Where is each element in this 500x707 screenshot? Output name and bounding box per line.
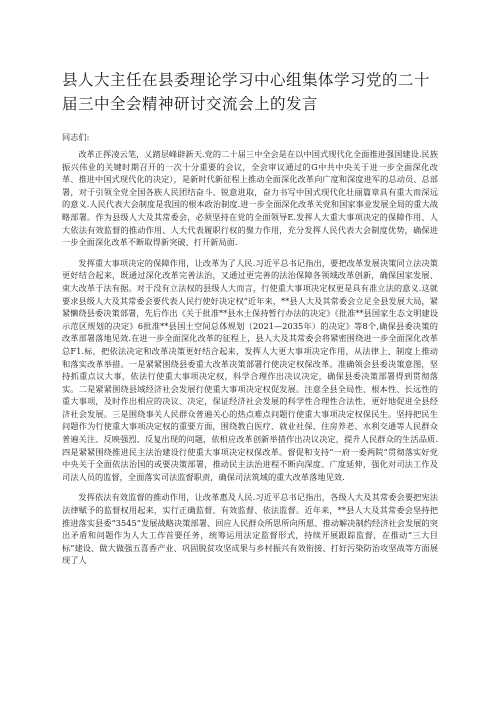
- greeting: 同志们:: [62, 132, 90, 142]
- document-title: 县人大主任在县委理论学习中心组集体学习党的二十届三中全会精神研讨交流会上的发言: [62, 71, 431, 113]
- paragraph: 发挥重大事项决定的保障作用，让改革为了人民.习近平总书记指出，要把改革发展决策同立法决策更好结合起来，既通过深化改革完善法治，又通过更完善的法治保障各领域改革创新，确保国家发展、束大改革于法有据。对于没有立法权的县级人大而言，行使重大事项决定权更是具有准立法的意义.这就要求县级人大及其常委会要代表人民行使好决定权”近年来，**县人大及其常委会立足全县发展大局，紧紧懒绕县委决策部署，先后作出《关于批准**县水土保持暂行办法的决定》《批准**县国家生态文明建设示范区规划的决定》6批准**县国土空间总体规划（2021—2035年）的决定》等8个,确保县委决策的改革部署落地见效.在进一步全面深化改革的征程上，县人大及其常委会将紧密围绕进一步全面深化改革总F1.标，把依法决定和改革决策更好结合起来，发挥人大更大事项决定作用，从法律上、制度上推动和落实改革举措。一是紧紧围绕县委重大改革决策部署行使决定权保改革。准确领会县委决策意图，坚持抓重点议大事，依法行使重大事项决定权，科学合理作出决议决定，确保县委决策部署得到贯彻落实。二是紧紧围绕县域经济社会发展行使重大事项决定权促发展。注意全县全局性、根本性、长远性的重大事项，及时作出相应的决议、决定，保证经济社会发展的科学性合理性合法性，更好地促进全县经济社会发展。三是围绕事关人民群众普遍关心的热点难点问题行使重大事项决定权保民生。坚持把民生问题作为行使重大事项决定权的重要方面，围绕教白医疗、就业社保、住房养老、水利交通等人民群众普遍关注、反映强烈、反复出现的问题，依相应改革创新举措作出决议决定，提升人民群众的生活品质.四是紧紧围绕推进民主法治建设行使重大事项决定权保改革。督促和支持“一府一委两院”贯彻落实好党中央关于全面依法治国的或要决策部署，推动民主法治进程不断向深度、广度延伸，强化对司法工作及司法人员的监督，全面落实司法监督职责，确保司法筑域的重大改革落地见效.: [62, 257, 438, 482]
- paragraph: 发挥依法有效监督的推动作用，让改革惠及人民.习近平总书记指出，各级人大及其常委会要把宪法法律赋予的监督权用起来，实行正确监督、有效监督、依法监督。近年来，**县人大及其常委会坚持把推进落实县委“3545”发展战略决策部署、回应人民群众所思所向所愿、推动解决制约经济社会发展的突出矛盾和问题作为人大工作首要任务，统筹运用法定监督形式，持续开展跟踪监督，在推动“三大目标”建设、做大做强五喜香产业、巩固脱贫攻坚成果与乡村振兴有效衔接、打好污染防治攻坚战等方面展现了人: [62, 492, 438, 566]
- paragraph: 改革正挥凌云笔，乂踏层峰辟新天.党的二十届三中全会是在以中国式现代化全面推进强国建设.民族振兴伟业的关键时期召开的一次十分重要的会议，全会审议通过的G中共中央关于进一步全面深化改革、推进中国式现代化的决定），是新时代新征程上推动全面深化改革向广度和深度进军的总动员、总部署，对于引领全党全国各族人民团结奋斗、锐意进取，奋力书写中国式现代化壮丽篇章具有重大而深远的意义.人民代表大会制度是我国的根本政治制度.进一步全面深化改革关党和国家事业发展全局的重大战略部署。作为县级人大及其常委会，必须坚持在党的全面领导E.发挥人大重大事项决定的保障作用、人大依法有效监督的推动作用、人大代表履职行权的聚力作用，充分发挥人民代表大会制度优势，确保进一步全面深化改革不断取得新突破、打开新局面.: [62, 149, 438, 248]
